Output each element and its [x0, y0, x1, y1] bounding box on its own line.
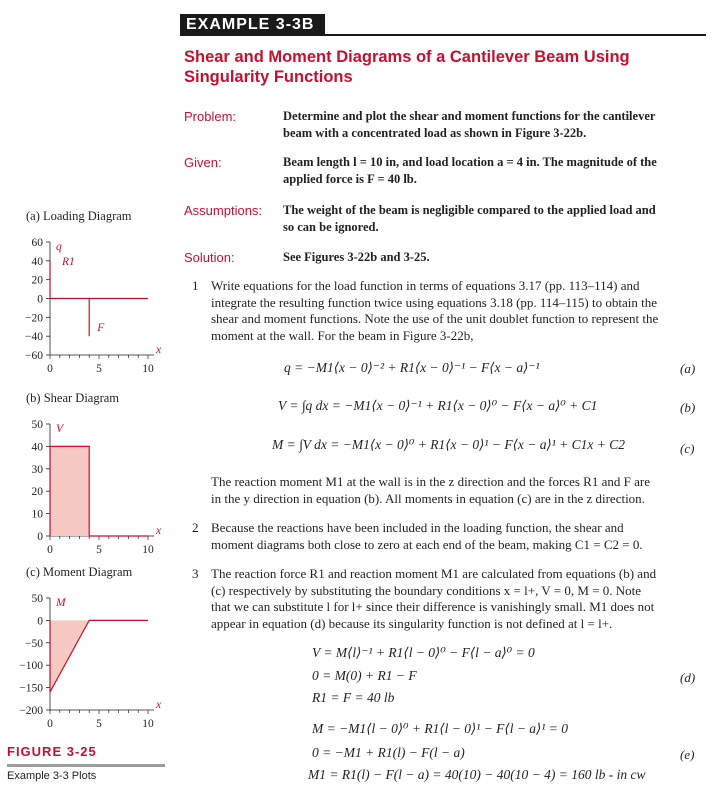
x-tick-label: 10 — [142, 718, 154, 730]
y-tick-label: 50 — [31, 593, 43, 605]
figure-plots — [0, 200, 178, 740]
step3-line2: (c) respectively by substituting the boundary conditions x = l+, V = 0, M = 0. Note — [211, 582, 641, 598]
x-axis-label: x — [156, 525, 162, 537]
problem-text — [283, 108, 703, 142]
chart-title: (a) Loading Diagram — [26, 209, 132, 223]
step1-text — [211, 278, 706, 344]
equation-e-tag: (e) — [680, 747, 695, 762]
y-tick-label: −150 — [19, 682, 43, 695]
problem-label: Problem: — [184, 109, 237, 124]
x-tick-label: 10 — [142, 363, 154, 375]
step1b-line1: The reaction moment M1 at the wall is in the z direction and the forces R1 and F are — [211, 474, 650, 489]
figure-caption: Example 3-3 Plots — [7, 770, 97, 782]
y-tick-label: 10 — [31, 508, 43, 521]
step2-line1: Because the reactions have been included in the loading function, the shear and — [211, 520, 624, 535]
chart-title: (b) Shear Diagram — [26, 391, 120, 405]
equation-d1: V = M⟨l⟩⁻¹ + R1⟨l − 0⟩⁰ − F⟨l − a⟩⁰ = 0 — [312, 645, 535, 660]
step1-number: 1 — [192, 278, 199, 293]
chart-title: (c) Moment Diagram — [26, 565, 133, 579]
equation-c: M = ∫V dx = −M1⟨x − 0⟩⁰ + R1⟨x − 0⟩¹ − F⟨x − a⟩¹ + C1x + C2 — [272, 437, 625, 452]
step1-continued — [211, 474, 706, 507]
y-axis-label: q — [56, 241, 62, 253]
step1-line4: moment at the wall. For the beam in Figure 3-22b, — [211, 327, 474, 343]
assumptions-label: Assumptions: — [184, 203, 263, 218]
example-title — [184, 47, 704, 87]
series-area — [50, 620, 148, 692]
annotation-r1: R1 — [62, 255, 75, 268]
y-tick-label: 0 — [37, 293, 43, 306]
equation-b-tag: (b) — [680, 400, 696, 415]
y-tick-label: 40 — [31, 441, 43, 454]
assumptions-line1: The weight of the beam is negligible compared to the applied load and — [283, 203, 656, 217]
y-tick-label: 20 — [31, 486, 43, 499]
solution-label: Solution: — [184, 250, 235, 265]
equation-e1: M = −M1⟨l − 0⟩⁰ + R1⟨l − 0⟩¹ − F⟨l − a⟩¹ = 0 — [312, 721, 568, 736]
equation-d2: 0 = M(0) + R1 − F — [312, 668, 417, 683]
equation-d-tag: (d) — [680, 670, 696, 685]
y-axis-label: V — [56, 423, 64, 435]
x-tick-label: 5 — [96, 363, 102, 375]
y-tick-label: −100 — [19, 660, 43, 673]
series-area — [50, 446, 148, 536]
x-tick-label: 0 — [47, 544, 53, 556]
equation-c-tag: (c) — [680, 441, 695, 456]
example-title-line2: Singularity Functions — [184, 68, 353, 86]
x-tick-label: 0 — [47, 363, 53, 375]
equation-a-tag: (a) — [680, 361, 696, 376]
step2-text — [211, 520, 706, 553]
x-tick-label: 0 — [47, 718, 53, 730]
equation-d3: R1 = F = 40 lb — [312, 690, 395, 705]
equation-b: V = ∫q dx = −M1⟨x − 0⟩⁻¹ + R1⟨x − 0⟩⁰ − F⟨x − a⟩⁰ + C1 — [278, 398, 598, 413]
solution-text: See Figures 3-22b and 3-25. — [283, 250, 430, 264]
assumptions-text — [283, 202, 703, 236]
y-tick-label: 60 — [31, 237, 43, 249]
assumptions-line2: so can be ignored. — [283, 220, 379, 234]
step3-number: 3 — [192, 566, 199, 581]
y-tick-label: 0 — [37, 615, 43, 628]
x-tick-label: 10 — [142, 544, 154, 556]
problem-line2: beam with a concentrated load as shown in Figure 3-22b. — [283, 126, 587, 140]
given-line1: Beam length l = 10 in, and load location a = 4 in. The magnitude of the — [283, 155, 657, 169]
example-title-line1: Shear and Moment Diagrams of a Cantilever Beam Using — [184, 48, 630, 66]
x-tick-label: 5 — [96, 544, 102, 556]
equation-e2: 0 = −M1 + R1(l) − F(l − a) — [312, 745, 465, 760]
annotation-f: F — [97, 321, 105, 334]
y-tick-label: −40 — [25, 331, 43, 344]
y-tick-label: 30 — [31, 463, 43, 476]
x-tick-label: 5 — [96, 718, 102, 730]
example-label: EXAMPLE 3-3B — [180, 14, 325, 36]
equation-e3: M1 = R1(l) − F(l − a) = 40(10) − 40(10 − 4) = 160 lb - in cw — [308, 767, 646, 782]
step2-number: 2 — [192, 520, 199, 535]
y-tick-label: 40 — [31, 255, 43, 268]
step1-line3: shear and moment functions. Note the use of the unit doublet function to represent the — [211, 311, 659, 326]
step3-line1: The reaction force R1 and reaction moment M1 are calculated from equations (b) and — [211, 566, 657, 581]
step3-text — [211, 566, 706, 632]
y-tick-label: 0 — [37, 531, 43, 543]
problem-line1: Determine and plot the shear and moment functions for the cantilever — [283, 109, 656, 123]
y-tick-label: 50 — [31, 419, 43, 431]
y-tick-label: −60 — [25, 350, 43, 362]
x-axis-label: x — [156, 344, 162, 356]
given-label: Given: — [184, 155, 222, 170]
step3-line4: appear in equation (d) because its singularity function is not defined at l = l+. — [211, 615, 613, 631]
y-tick-label: 20 — [31, 274, 43, 287]
step2-line2: moment diagrams both close to zero at each end of the beam, making C1 = C2 = 0. — [211, 536, 643, 552]
given-line2: applied force is F = 40 lb. — [283, 172, 417, 186]
step1-line2: integrate the resulting function twice using equations 3.18 (pp. 114–115) to obtain the — [211, 294, 657, 310]
y-tick-label: −200 — [19, 705, 43, 717]
step3-line3: that we can substitute l for l+ since their difference is vanishingly small. M1 does not — [211, 599, 655, 614]
figure-rule — [7, 764, 165, 767]
step1-line1: Write equations for the load function in terms of equations 3.17 (pp. 113–114) and — [211, 278, 640, 293]
equation-a: q = −M1⟨x − 0⟩⁻² + R1⟨x − 0⟩⁻¹ − F⟨x − a⟩⁻¹ — [284, 360, 540, 375]
x-axis-label: x — [156, 699, 162, 711]
y-tick-label: −50 — [25, 637, 43, 650]
given-text — [283, 154, 703, 188]
step1b-line2: in the y direction in equation (b). All moments in equation (c) are in the z direction. — [211, 490, 645, 506]
figure-label: FIGURE 3-25 — [7, 744, 97, 759]
y-axis-label: M — [56, 597, 66, 609]
y-tick-label: −20 — [25, 312, 43, 325]
example-rule — [180, 34, 706, 36]
